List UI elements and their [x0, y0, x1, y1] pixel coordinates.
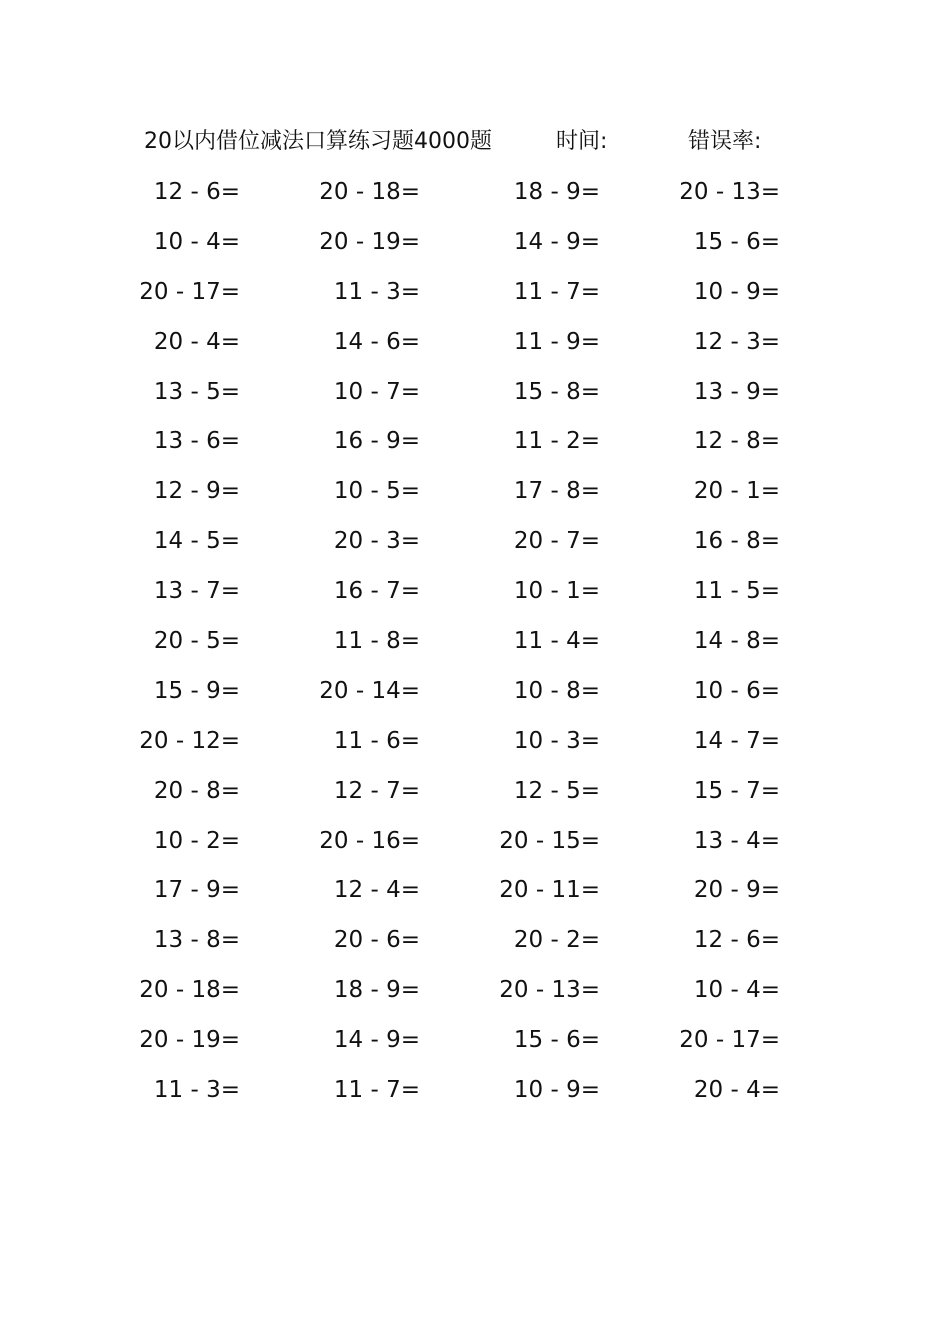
time-label: 时间:	[556, 129, 608, 154]
problem-cell: 15 - 8=	[513, 378, 600, 405]
problem-cell: 10 - 4=	[153, 228, 240, 255]
problem-row	[0, 819, 950, 869]
problem-row	[0, 419, 950, 469]
problem-cell: 10 - 1=	[513, 578, 600, 605]
problem-cell: 17 - 8=	[513, 478, 600, 505]
problem-row	[0, 868, 950, 918]
problem-cell: 20 - 17=	[679, 1027, 780, 1054]
problem-cell: 20 - 19=	[319, 228, 420, 255]
problem-cell: 10 - 4=	[693, 977, 780, 1004]
problem-row	[0, 170, 950, 220]
problem-cell: 20 - 8=	[153, 777, 240, 804]
problem-cell: 10 - 9=	[693, 278, 780, 305]
problem-cell: 12 - 5=	[513, 777, 600, 804]
problem-cell: 11 - 7=	[333, 1077, 420, 1104]
problem-row	[0, 469, 950, 519]
problem-row	[0, 320, 950, 370]
problem-cell: 18 - 9=	[513, 179, 600, 205]
problem-cell: 20 - 4=	[153, 328, 240, 355]
problem-row	[0, 270, 950, 320]
problem-cell: 13 - 6=	[153, 428, 240, 455]
problem-cell: 20 - 18=	[139, 977, 240, 1004]
problem-row	[0, 1068, 950, 1118]
problem-cell: 10 - 9=	[513, 1077, 600, 1104]
problem-cell: 20 - 17=	[139, 278, 240, 305]
problem-cell: 14 - 8=	[693, 628, 780, 655]
problem-row	[0, 220, 950, 270]
problem-cell: 12 - 4=	[333, 877, 420, 904]
problem-cell: 16 - 8=	[693, 528, 780, 555]
problem-cell: 14 - 9=	[333, 1027, 420, 1054]
problem-cell: 15 - 7=	[693, 777, 780, 804]
problem-cell: 13 - 5=	[153, 378, 240, 405]
problem-cell: 11 - 3=	[153, 1077, 240, 1104]
problem-cell: 13 - 4=	[693, 827, 780, 854]
problem-cell: 10 - 8=	[513, 677, 600, 704]
problem-cell: 12 - 9=	[153, 478, 240, 505]
problem-cell: 15 - 6=	[513, 1027, 600, 1054]
problem-cell: 11 - 9=	[513, 328, 600, 355]
problem-cell: 12 - 6=	[153, 179, 240, 205]
problem-cell: 11 - 5=	[693, 578, 780, 605]
problem-cell: 14 - 6=	[333, 328, 420, 355]
problem-cell: 10 - 5=	[333, 478, 420, 505]
problem-cell: 11 - 3=	[333, 278, 420, 305]
problem-cell: 10 - 3=	[513, 727, 600, 754]
problem-cell: 20 - 16=	[319, 827, 420, 854]
problem-cell: 15 - 6=	[693, 228, 780, 255]
error-rate-label: 错误率:	[688, 129, 762, 154]
problem-cell: 16 - 9=	[333, 428, 420, 455]
problem-cell: 11 - 8=	[333, 628, 420, 655]
problem-cell: 20 - 3=	[333, 528, 420, 555]
problem-cell: 10 - 6=	[693, 677, 780, 704]
problem-row	[0, 669, 950, 719]
worksheet-title: 20以内借位减法口算练习题4000题	[144, 129, 492, 154]
problem-cell: 11 - 4=	[513, 628, 600, 655]
problem-cell: 11 - 7=	[513, 278, 600, 305]
problem-cell: 11 - 2=	[513, 428, 600, 455]
problem-cell: 20 - 18=	[319, 179, 420, 205]
problem-cell: 20 - 15=	[499, 827, 600, 854]
problem-cell: 17 - 9=	[153, 877, 240, 904]
problem-cell: 20 - 12=	[139, 727, 240, 754]
problem-cell: 15 - 9=	[153, 677, 240, 704]
problem-cell: 18 - 9=	[333, 977, 420, 1004]
problem-row	[0, 370, 950, 420]
problem-cell: 10 - 7=	[333, 378, 420, 405]
problem-cell: 14 - 5=	[153, 528, 240, 555]
problem-cell: 20 - 7=	[513, 528, 600, 555]
problem-cell: 20 - 11=	[499, 877, 600, 904]
problem-row	[0, 519, 950, 569]
problem-cell: 11 - 6=	[333, 727, 420, 754]
problem-cell: 12 - 7=	[333, 777, 420, 804]
worksheet-header	[144, 126, 844, 158]
problem-cell: 20 - 6=	[333, 927, 420, 954]
problem-row	[0, 918, 950, 968]
problem-cell: 13 - 7=	[153, 578, 240, 605]
problem-grid	[0, 170, 950, 1118]
problem-cell: 20 - 2=	[513, 927, 600, 954]
problem-cell: 20 - 4=	[693, 1077, 780, 1104]
problem-cell: 12 - 3=	[693, 328, 780, 355]
problem-cell: 13 - 9=	[693, 378, 780, 405]
problem-row	[0, 968, 950, 1018]
problem-cell: 20 - 1=	[693, 478, 780, 505]
problem-cell: 20 - 13=	[499, 977, 600, 1004]
problem-cell: 14 - 9=	[513, 228, 600, 255]
problem-cell: 20 - 13=	[679, 179, 780, 205]
problem-row	[0, 569, 950, 619]
problem-cell: 16 - 7=	[333, 578, 420, 605]
problem-cell: 12 - 8=	[693, 428, 780, 455]
problem-cell: 12 - 6=	[693, 927, 780, 954]
problem-cell: 20 - 5=	[153, 628, 240, 655]
problem-cell: 20 - 9=	[693, 877, 780, 904]
problem-cell: 13 - 8=	[153, 927, 240, 954]
problem-cell: 14 - 7=	[693, 727, 780, 754]
problem-cell: 20 - 19=	[139, 1027, 240, 1054]
problem-row	[0, 719, 950, 769]
problem-cell: 20 - 14=	[319, 677, 420, 704]
problem-row	[0, 1018, 950, 1068]
problem-row	[0, 619, 950, 669]
problem-cell: 10 - 2=	[153, 827, 240, 854]
problem-row	[0, 769, 950, 819]
